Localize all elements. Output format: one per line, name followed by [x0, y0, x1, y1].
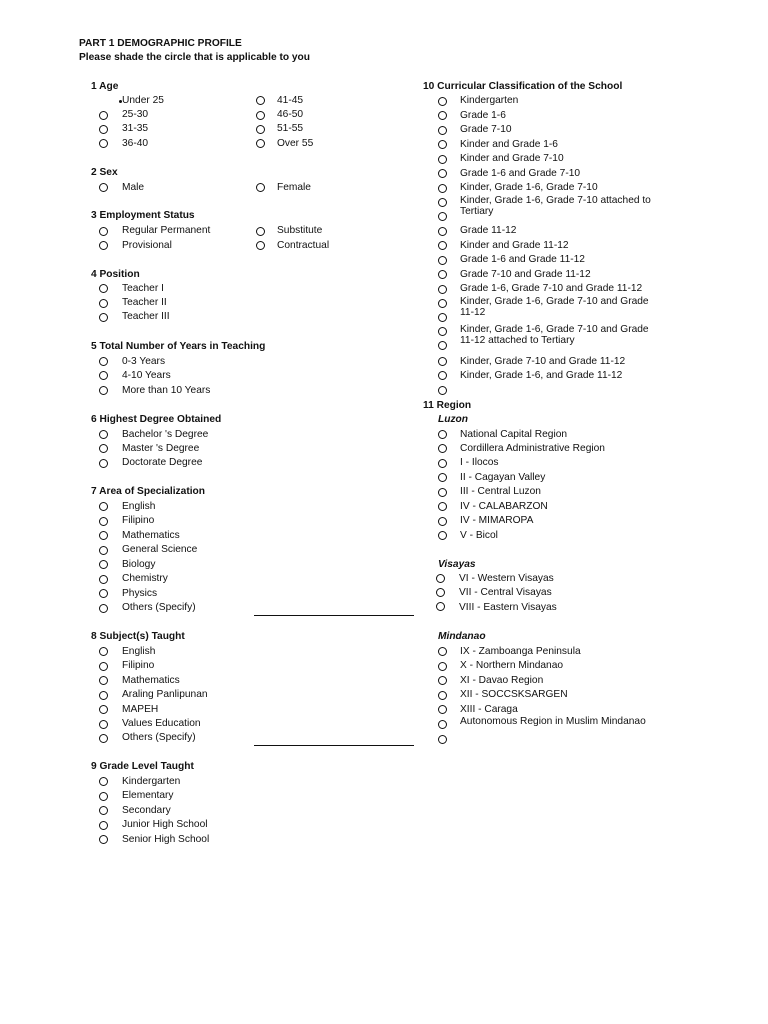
q10-option-radio[interactable] [438, 256, 447, 265]
q7-title: 7 Area of Specialization [91, 486, 205, 497]
q1-option-label: 51-55 [277, 123, 304, 134]
q5-title: 5 Total Number of Years in Teaching [91, 341, 266, 352]
mindanao-subheading: Mindanao [438, 631, 486, 642]
specify-input-line[interactable] [254, 615, 414, 616]
q10-option-radio[interactable] [438, 241, 447, 250]
q10-option-label: Grade 1-6 [460, 110, 506, 121]
q3-option-radio[interactable] [99, 227, 108, 236]
q11-option-label: IV - CALABARZON [460, 501, 548, 512]
q9-option-label: Elementary [122, 790, 174, 801]
q8-option-label: English [122, 646, 156, 657]
q8-option-label: Mathematics [122, 675, 180, 686]
q10-option-label: Grade 7-10 and Grade 11-12 [460, 269, 591, 280]
q10-option-label: Grade 1-6, Grade 7-10 and Grade 11-12 [460, 283, 643, 294]
q4-option-label: Teacher II [122, 297, 167, 308]
q8-option-radio[interactable] [99, 691, 108, 700]
q4-option-radio[interactable] [99, 313, 108, 322]
q1-title: 1 Age [91, 81, 119, 92]
q11-title: 11 Region [423, 400, 472, 411]
q11-option-label: IV - MIMAROPA [460, 515, 534, 526]
q5-option-radio[interactable] [99, 357, 108, 366]
q10-option-label: 11-12 attached to Tertiary [460, 335, 575, 346]
q1-option-radio[interactable] [99, 125, 108, 134]
q10-option-radio[interactable] [438, 299, 447, 308]
q9-option-label: Kindergarten [122, 776, 181, 787]
q8-option-radio[interactable] [99, 720, 108, 729]
q10-option-radio[interactable] [438, 270, 447, 279]
luzon-subheading: Luzon [438, 414, 468, 425]
q3-option-label: Contractual [277, 240, 330, 251]
q9-option-radio[interactable] [99, 835, 108, 844]
q4-option-label: Teacher I [122, 283, 164, 294]
q11-option-radio[interactable] [438, 735, 447, 744]
q11-option-radio[interactable] [438, 691, 447, 700]
q3-option-radio[interactable] [256, 227, 265, 236]
q10-option-radio[interactable] [438, 285, 447, 294]
q1-option-radio[interactable] [99, 139, 108, 148]
q1-option-label: 25-30 [122, 109, 149, 120]
q1-option-label: 36-40 [122, 138, 149, 149]
q11-option-label: XIII - Caraga [460, 704, 518, 715]
q5-option-radio[interactable] [99, 371, 108, 380]
q7-option-radio[interactable] [99, 531, 108, 540]
q5-option-radio[interactable] [99, 386, 108, 395]
q1-option-radio[interactable] [256, 139, 265, 148]
q8-option-label: Others (Specify) [122, 732, 196, 743]
q11-option-label: XI - Davao Region [460, 675, 544, 686]
q7-option-label: English [122, 501, 156, 512]
q1-option-radio[interactable] [99, 111, 108, 120]
q7-option-label: Filipino [122, 515, 155, 526]
specify-input-line[interactable] [254, 745, 414, 746]
q10-option-label: Grade 7-10 [460, 124, 512, 135]
q11-option-radio[interactable] [436, 574, 445, 583]
q11-option-label: VI - Western Visayas [459, 573, 554, 584]
q9-option-radio[interactable] [99, 792, 108, 801]
q6-title: 6 Highest Degree Obtained [91, 414, 222, 425]
q10-option-radio[interactable] [438, 169, 447, 178]
q10-option-radio[interactable] [438, 357, 447, 366]
q5-option-label: 4-10 Years [122, 370, 171, 381]
q11-option-label: I - Ilocos [460, 457, 499, 468]
q10-option-label: Grade 11-12 [460, 225, 517, 236]
q1-option-label: 41-45 [277, 95, 304, 106]
q9-option-label: Secondary [122, 805, 171, 816]
q7-option-radio[interactable] [99, 589, 108, 598]
q11-option-radio[interactable] [438, 430, 447, 439]
q10-option-radio[interactable] [438, 212, 447, 221]
page-title: PART 1 DEMOGRAPHIC PROFILE [79, 38, 242, 49]
q2-title: 2 Sex [91, 167, 118, 178]
q8-option-radio[interactable] [99, 705, 108, 714]
q1-option-label: Under 25 [122, 95, 164, 106]
q7-option-label: General Science [122, 544, 198, 555]
q11-option-label: VIII - Eastern Visayas [459, 602, 557, 613]
q10-option-label: Kinder, Grade 7-10 and Grade 11-12 [460, 356, 626, 367]
q11-option-radio[interactable] [438, 720, 447, 729]
q11-option-radio[interactable] [436, 588, 445, 597]
q11-option-radio[interactable] [438, 647, 447, 656]
q11-option-radio[interactable] [438, 444, 447, 453]
q11-option-label: III - Central Luzon [460, 486, 541, 497]
q11-option-label: IX - Zamboanga Peninsula [460, 646, 581, 657]
q10-option-radio[interactable] [438, 313, 447, 322]
q3-option-radio[interactable] [99, 241, 108, 250]
q10-option-label: Kindergarten [460, 95, 519, 106]
q9-option-label: Senior High School [122, 834, 210, 845]
q11-option-label: VII - Central Visayas [459, 587, 552, 598]
q7-option-radio[interactable] [99, 502, 108, 511]
q6-option-radio[interactable] [99, 430, 108, 439]
q8-title: 8 Subject(s) Taught [91, 631, 185, 642]
q2-option-label: Female [277, 182, 311, 193]
q3-option-label: Provisional [122, 240, 172, 251]
q11-option-radio[interactable] [438, 662, 447, 671]
q11-option-radio[interactable] [438, 705, 447, 714]
q10-option-radio[interactable] [438, 371, 447, 380]
q10-option-radio[interactable] [438, 341, 447, 350]
q4-option-radio[interactable] [99, 284, 108, 293]
q8-option-label: Filipino [122, 660, 155, 671]
q10-option-label: Tertiary [460, 206, 494, 217]
q10-option-label: Grade 1-6 and Grade 11-12 [460, 254, 585, 265]
q10-option-label: Grade 1-6 and Grade 7-10 [460, 168, 581, 179]
q6-option-radio[interactable] [99, 444, 108, 453]
q1-option-label: Over 55 [277, 138, 314, 149]
q10-option-radio[interactable] [438, 198, 447, 207]
q1-option-radio[interactable] [256, 111, 265, 120]
q6-option-radio[interactable] [99, 459, 108, 468]
q5-option-label: More than 10 Years [122, 385, 211, 396]
q11-option-radio[interactable] [438, 459, 447, 468]
q7-option-radio[interactable] [99, 560, 108, 569]
q9-option-radio[interactable] [99, 777, 108, 786]
q10-option-label: Kinder and Grade 11-12 [460, 240, 569, 251]
q7-option-radio[interactable] [99, 517, 108, 526]
q4-option-label: Teacher III [122, 311, 170, 322]
q10-option-radio[interactable] [438, 111, 447, 120]
q11-option-label: National Capital Region [460, 429, 568, 440]
q10-option-radio[interactable] [438, 386, 447, 395]
q3-option-label: Regular Permanent [122, 225, 211, 236]
q8-option-radio[interactable] [99, 734, 108, 743]
q8-option-label: Araling Panlipunan [122, 689, 208, 700]
q6-option-label: Master 's Degree [122, 443, 200, 454]
q11-option-radio[interactable] [438, 531, 447, 540]
q10-option-label: 11-12 [460, 307, 486, 318]
q11-option-label: X - Northern Mindanao [460, 660, 564, 671]
q11-option-radio[interactable] [438, 488, 447, 497]
q1-option-label: 31-35 [122, 123, 149, 134]
q7-option-label: Chemistry [122, 573, 168, 584]
q11-option-label: Cordillera Administrative Region [460, 443, 605, 454]
visayas-subheading: Visayas [438, 559, 476, 570]
q8-option-radio[interactable] [99, 647, 108, 656]
q11-option-label: Autonomous Region in Muslim Mindanao [460, 716, 646, 727]
q11-option-label: V - Bicol [460, 530, 498, 541]
q2-option-label: Male [122, 182, 145, 193]
q1-option-radio[interactable] [256, 96, 265, 105]
q7-option-label: Others (Specify) [122, 602, 196, 613]
q8-option-radio[interactable] [99, 676, 108, 685]
q11-option-radio[interactable] [438, 676, 447, 685]
q10-title: 10 Curricular Classification of the School [423, 81, 623, 92]
q10-option-label: Kinder, Grade 1-6, and Grade 11-12 [460, 370, 623, 381]
q6-option-label: Bachelor 's Degree [122, 429, 209, 440]
q10-option-label: Kinder, Grade 1-6, Grade 7-10 [460, 182, 598, 193]
q9-option-label: Junior High School [122, 819, 208, 830]
q7-option-radio[interactable] [99, 546, 108, 555]
q3-option-label: Substitute [277, 225, 323, 236]
q10-option-label: Kinder, Grade 1-6, Grade 7-10 and Grade [460, 296, 649, 307]
q9-option-radio[interactable] [99, 806, 108, 815]
q9-option-radio[interactable] [99, 821, 108, 830]
q10-option-label: Kinder, Grade 1-6, Grade 7-10 attached to [460, 195, 651, 206]
q7-option-label: Biology [122, 559, 156, 570]
instruction-text: Please shade the circle that is applicable to you [79, 52, 310, 63]
q11-option-radio[interactable] [438, 517, 447, 526]
q2-option-radio[interactable] [256, 183, 265, 192]
q10-option-radio[interactable] [438, 184, 447, 193]
q10-option-radio[interactable] [438, 155, 447, 164]
q7-option-radio[interactable] [99, 575, 108, 584]
q11-option-label: XII - SOCCSKSARGEN [460, 689, 568, 700]
q10-option-label: Kinder, Grade 1-6, Grade 7-10 and Grade [460, 324, 649, 335]
q1-option-label: 46-50 [277, 109, 304, 120]
q10-option-radio[interactable] [438, 227, 447, 236]
q7-option-radio[interactable] [99, 604, 108, 613]
q10-option-radio[interactable] [438, 140, 447, 149]
q2-option-radio[interactable] [99, 183, 108, 192]
q9-title: 9 Grade Level Taught [91, 761, 194, 772]
q10-option-radio[interactable] [438, 126, 447, 135]
q8-option-label: Values Education [122, 718, 201, 729]
q11-option-radio[interactable] [438, 502, 447, 511]
q3-title: 3 Employment Status [91, 210, 195, 221]
q8-option-radio[interactable] [99, 662, 108, 671]
q11-option-radio[interactable] [436, 602, 445, 611]
q6-option-label: Doctorate Degree [122, 457, 203, 468]
q1-option-radio[interactable] [256, 125, 265, 134]
q10-option-label: Kinder and Grade 7-10 [460, 153, 564, 164]
q10-option-radio[interactable] [438, 327, 447, 336]
q7-option-label: Physics [122, 588, 158, 599]
q4-title: 4 Position [91, 269, 140, 280]
q11-option-radio[interactable] [438, 473, 447, 482]
q7-option-label: Mathematics [122, 530, 180, 541]
q10-option-radio[interactable] [438, 97, 447, 106]
q8-option-label: MAPEH [122, 704, 159, 715]
q10-option-label: Kinder and Grade 1-6 [460, 139, 558, 150]
q5-option-label: 0-3 Years [122, 356, 166, 367]
q3-option-radio[interactable] [256, 241, 265, 250]
q4-option-radio[interactable] [99, 299, 108, 308]
q11-option-label: II - Cagayan Valley [460, 472, 546, 483]
